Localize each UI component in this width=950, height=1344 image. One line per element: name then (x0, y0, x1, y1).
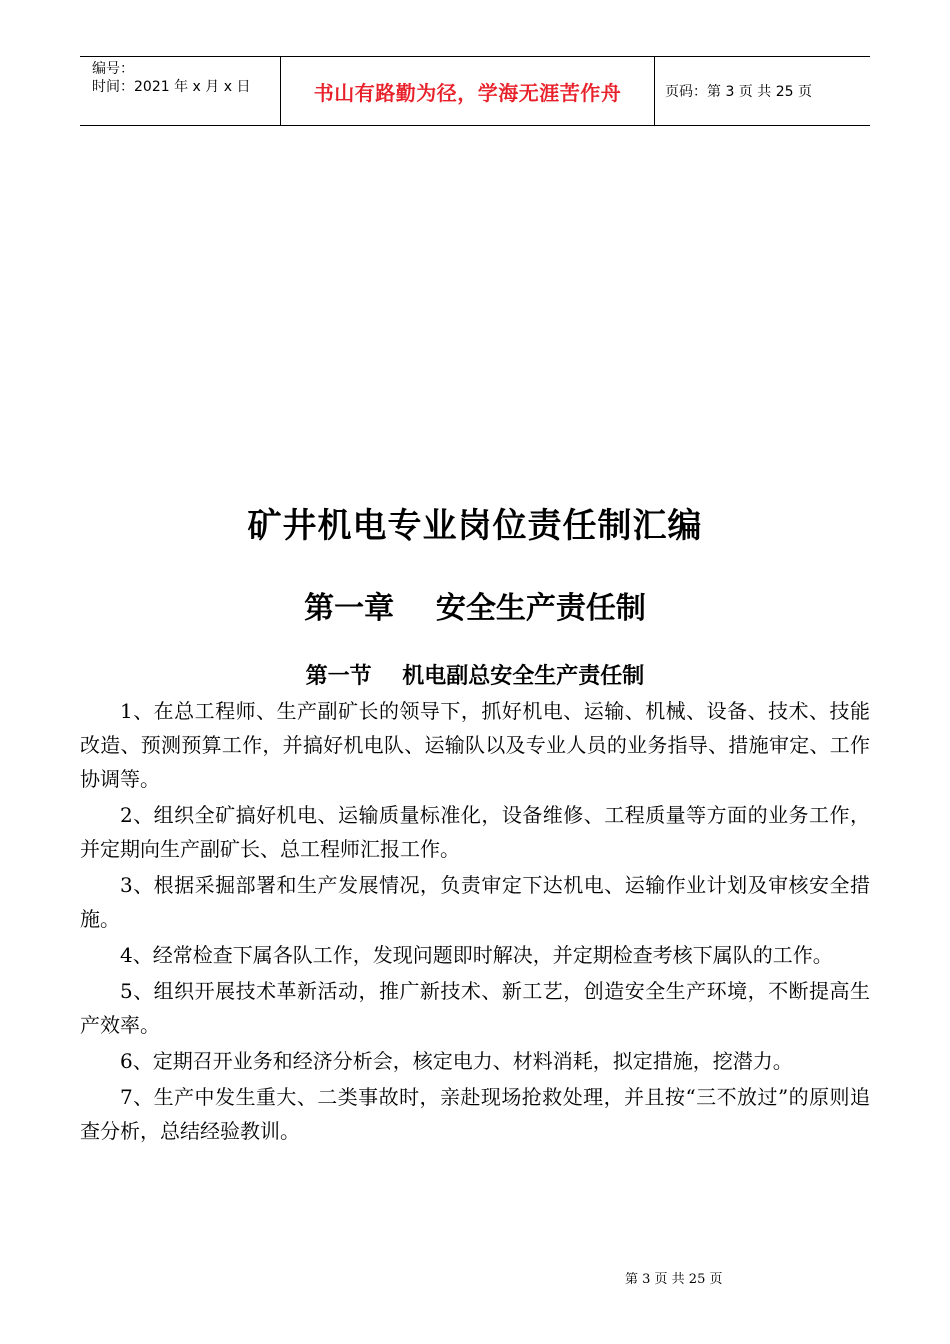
body-text (80, 694, 870, 1150)
page-header (80, 56, 870, 126)
paragraph: 2、组织全矿搞好机电、运输质量标准化，设备维修、工程质量等方面的业务工作，并定期向生产副矿长、总工程师汇报工作。 (80, 803, 870, 861)
time-label: 时间：2021 年 x 月 x 日 (92, 79, 251, 95)
serial-number-label: 编号： (92, 61, 134, 77)
paragraph: 4、经常检查下属各队工作，发现问题即时解决，并定期检查考核下属队的工作。 (120, 943, 833, 967)
header-page-info: 页码：第 3 页 共 25 页 (665, 84, 812, 100)
paragraph: 3、根据采掘部署和生产发展情况，负责审定下达机电、运输作业计划及审核安全措施。 (80, 873, 870, 931)
header-motto: 书山有路勤为径，学海无涯苦作舟 (281, 57, 655, 125)
section-heading: 第一节 机电副总安全生产责任制 (305, 664, 645, 689)
paragraph: 1、在总工程师、生产副矿长的领导下，抓好机电、运输、机械、设备、技术、技能改造、预测预算工作，并搞好机电队、运输队以及专业人员的业务指导、措施审定、工作协调等。 (80, 699, 870, 791)
document-title: 矿井机电专业岗位责任制汇编 (247, 506, 703, 546)
paragraph: 7、生产中发生重大、二类事故时，亲赴现场抢救处理，并且按“三不放过”的原则追查分析，总结经验教训。 (80, 1085, 870, 1143)
paragraph: 5、组织开展技术革新活动，推广新技术、新工艺，创造安全生产环境，不断提高生产效率。 (80, 979, 870, 1037)
paragraph: 6、定期召开业务和经济分析会，核定电力、材料消耗，拟定措施，挖潜力。 (120, 1049, 793, 1073)
chapter-heading: 第一章 安全生产责任制 (304, 591, 646, 626)
footer-page-number: 第 3 页 共 25 页 (625, 1272, 723, 1287)
header-meta-cell (80, 57, 281, 125)
